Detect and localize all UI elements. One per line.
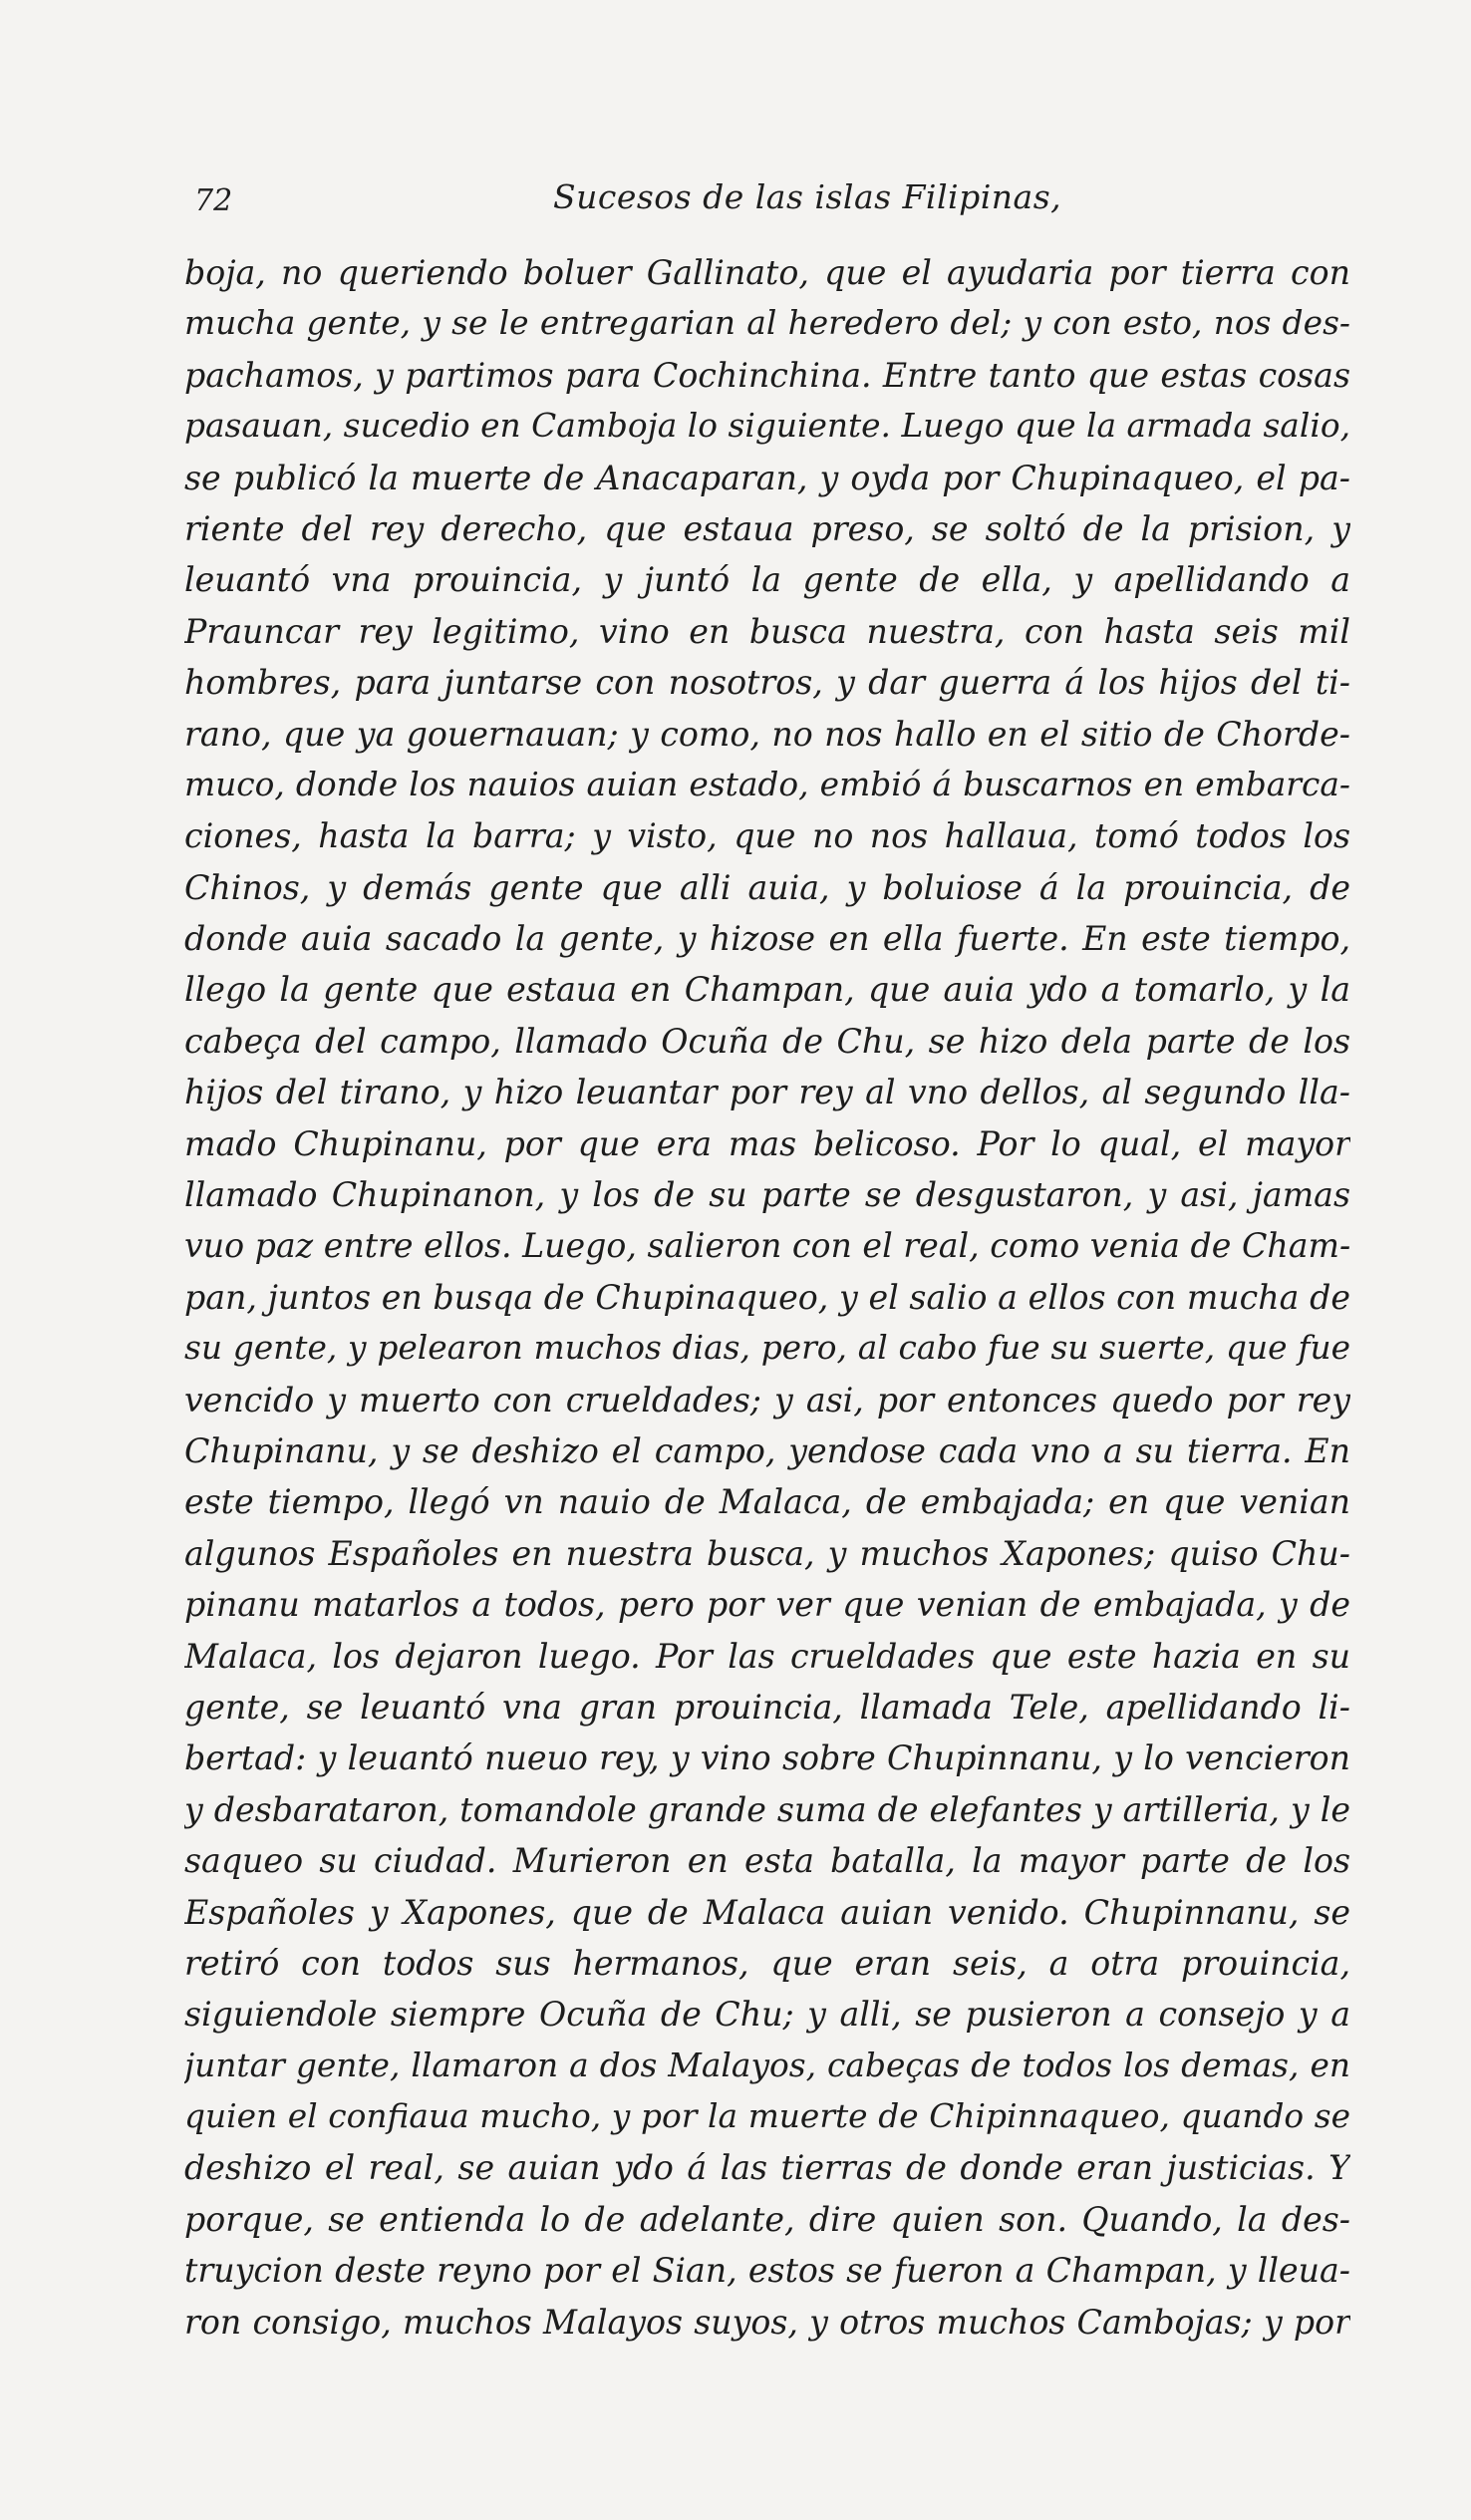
text-line: su gente, y pelearon muchos dias, pero, al cabo fue su suerte, que fue bbox=[184, 1329, 1350, 1368]
text-line: rano, que ya gouernauan; y como, no nos hallo en el sitio de Chorde- bbox=[184, 714, 1350, 754]
text-line: muco, donde los nauios auian estado, embió á buscarnos en embarca- bbox=[184, 765, 1350, 803]
body-text bbox=[184, 247, 1350, 2348]
text-line: donde auia sacado la gente, y hizose en ella fuerte. En este tiempo, bbox=[184, 919, 1350, 959]
text-line: bertad: y leuantó nueuo rey, y vino sobre Chupinnanu, y lo vencieron bbox=[184, 1738, 1350, 1778]
page-header bbox=[194, 177, 1350, 227]
text-line: Malaca, los dejaron luego. Por las crueldades que este hazia en su bbox=[184, 1636, 1350, 1676]
text-line: retiró con todos sus hermanos, que eran seis, a otra prouincia, bbox=[184, 1943, 1350, 1983]
text-line: gente, se leuantó vna gran prouincia, llamada Tele, apellidando li- bbox=[184, 1687, 1350, 1727]
text-line: quien el confiaua mucho, y por la muerte de Chipinnaqueo, quando se bbox=[184, 2097, 1350, 2136]
text-line: y desbarataron, tomandole grande suma de elefantes y artilleria, y le bbox=[184, 1789, 1350, 1829]
text-line: siguiendole siempre Ocuña de Chu; y alli, se pusieron a consejo y a bbox=[184, 1995, 1350, 2035]
text-line: hombres, para juntarse con nosotros, y dar guerra á los hijos del ti- bbox=[184, 663, 1350, 703]
text-line: porque, se entienda lo de adelante, dire quien son. Quando, la des- bbox=[184, 2199, 1350, 2239]
text-line: pasauan, sucedio en Camboja lo siguiente. Luego que la armada salio, bbox=[184, 407, 1350, 446]
text-line: hijos del tirano, y hizo leuantar por rey al vno dellos, al segundo lla- bbox=[184, 1073, 1350, 1112]
text-line: Españoles y Xapones, que de Malaca auian venido. Chupinnanu, se bbox=[184, 1892, 1350, 1932]
text-line: ron consigo, muchos Malayos suyos, y otros muchos Cambojas; y por bbox=[184, 2302, 1350, 2342]
text-line: boja, no queriendo boluer Gallinato, que el ayudaria por tierra con bbox=[184, 253, 1350, 292]
text-line: pan, juntos en busqa de Chupinaqueo, y el salio a ellos con mucha de bbox=[184, 1277, 1350, 1317]
text-line: vuo paz entre ellos. Luego, salieron con el real, como venia de Cham- bbox=[184, 1226, 1350, 1266]
page-number: 72 bbox=[194, 183, 233, 218]
text-line: pinanu matarlos a todos, pero por ver que venian de embajada, y de bbox=[184, 1585, 1350, 1625]
text-line: algunos Españoles en nuestra busca, y muchos Xapones; quiso Chu- bbox=[184, 1533, 1350, 1573]
text-line: leuantó vna prouincia, y juntó la gente de ella, y apellidando a bbox=[184, 560, 1350, 600]
running-title: Sucesos de las islas Filipinas, bbox=[553, 177, 1062, 216]
text-line: ciones, hasta la barra; y visto, que no nos hallaua, tomó todos los bbox=[184, 816, 1350, 856]
text-line: Chupinanu, y se deshizo el campo, yendose cada vno a su tierra. En bbox=[184, 1430, 1350, 1470]
text-line: cabeça del campo, llamado Ocuña de Chu, se hizo dela parte de los bbox=[184, 1021, 1350, 1061]
text-line: se publicó la muerte de Anacaparan, y oyda por Chupinaqueo, el pa- bbox=[184, 458, 1350, 497]
text-line: saqueo su ciudad. Murieron en esta batalla, la mayor parte de los bbox=[184, 1841, 1350, 1881]
text-line: riente del rey derecho, que estaua preso, se soltó de la prision, y bbox=[184, 508, 1350, 548]
text-line: vencido y muerto con crueldades; y asi, por entonces quedo por rey bbox=[184, 1380, 1350, 1419]
text-line: este tiempo, llegó vn nauio de Malaca, de embajada; en que venian bbox=[184, 1482, 1350, 1522]
text-line: llamado Chupinanon, y los de su parte se desgustaron, y asi, jamas bbox=[184, 1175, 1350, 1215]
text-line: llego la gente que estaua en Champan, que auia ydo a tomarlo, y la bbox=[184, 970, 1350, 1010]
text-line: mado Chupinanu, por que era mas belicoso. Por lo qual, el mayor bbox=[184, 1123, 1350, 1163]
text-line: pachamos, y partimos para Cochinchina. Entre tanto que estas cosas bbox=[184, 355, 1350, 395]
text-line: juntar gente, llamaron a dos Malayos, cabeças de todos los demas, en bbox=[184, 2046, 1350, 2084]
text-line: deshizo el real, se auian ydo á las tierras de donde eran justicias. Y bbox=[184, 2148, 1350, 2188]
text-line: truycion deste reyno por el Sian, estos se fueron a Champan, y lleua- bbox=[184, 2251, 1350, 2291]
text-line: Prauncar rey legitimo, vino en busca nuestra, con hasta seis mil bbox=[184, 611, 1350, 651]
text-line: Chinos, y demás gente que alli auia, y boluiose á la prouincia, de bbox=[184, 867, 1350, 907]
text-line: mucha gente, y se le entregarian al heredero del; y con esto, nos des- bbox=[184, 304, 1350, 343]
